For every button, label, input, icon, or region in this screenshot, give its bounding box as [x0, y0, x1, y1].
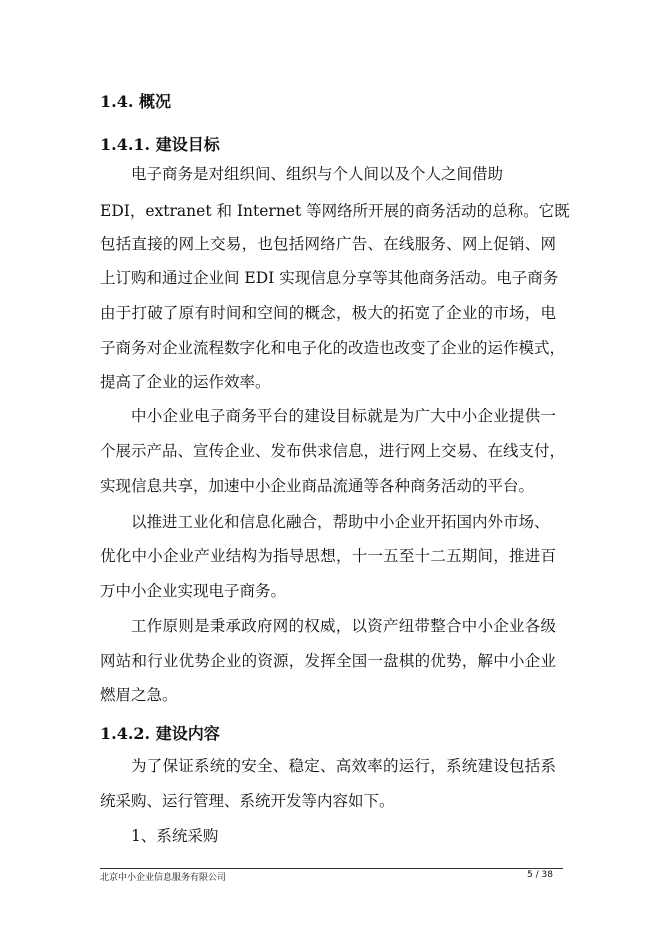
section-title: 概况: [138, 92, 171, 111]
paragraph-line: 实现信息共享，加速中小企业商品流通等各种商务活动的平台。: [100, 477, 535, 495]
paragraph-line: 燃眉之急。: [100, 686, 178, 704]
footer-page-number: 5 / 38: [527, 870, 553, 880]
section-heading-1-4-2: [100, 721, 220, 744]
paragraph-line: 提高了企业的运作效率。: [100, 373, 271, 391]
section-heading-1-4: [100, 89, 171, 112]
paragraph-line: 工作原则是秉承政府网的权威，以资产纽带整合中小企业各级: [131, 617, 556, 635]
paragraph-line: 包括直接的网上交易，也包括网络广告、在线服务、网上促销、网: [100, 235, 556, 253]
paragraph-line: 以推进工业化和信息化融合，帮助中小企业开拓国内外市场、: [131, 513, 550, 531]
section-number: 1.4.2.: [100, 724, 151, 743]
footer-company: 北京中小企业信息服务有限公司: [100, 873, 227, 883]
section-title: 建设目标: [155, 135, 220, 154]
paragraph-line: EDI，extranet 和 Internet 等网络所开展的商务活动的总称。它既: [100, 202, 570, 220]
paragraph-line: 为了保证系统的安全、稳定、高效率的运行，系统建设包括系: [131, 757, 556, 775]
list-item: 1、系统采购: [131, 827, 219, 845]
section-number: 1.4.1.: [100, 135, 151, 154]
paragraph-line: 子商务对企业流程数字化和电子化的改造也改变了企业的运作模式，: [100, 339, 566, 357]
paragraph-line: 个展示产品、宣传企业、发布供求信息，进行网上交易、在线支付，: [100, 442, 566, 460]
paragraph-line: 上订购和通过企业间 EDI 实现信息分享等其他商务活动。电子商务: [100, 269, 559, 287]
footer-divider: [100, 868, 563, 869]
section-title: 建设内容: [155, 724, 220, 743]
paragraph-line: 网站和行业优势企业的资源，发挥全国一盘棋的优势，解中小企业: [100, 652, 556, 670]
section-number: 1.4.: [100, 92, 134, 111]
paragraph-line: 万中小企业实现电子商务。: [100, 582, 287, 600]
paragraph-line: 优化中小企业产业结构为指导思想，十一五至十二五期间，推进百: [100, 547, 556, 565]
paragraph-line: 统采购、运行管理、系统开发等内容如下。: [100, 792, 395, 810]
paragraph-line: 电子商务是对组织间、组织与个人间以及个人之间借助: [131, 165, 504, 183]
paragraph-line: 中小企业电子商务平台的建设目标就是为广大中小企业提供一: [131, 407, 556, 425]
paragraph-line: 由于打破了原有时间和空间的概念，极大的拓宽了企业的市场，电: [100, 304, 556, 322]
section-heading-1-4-1: [100, 132, 220, 155]
